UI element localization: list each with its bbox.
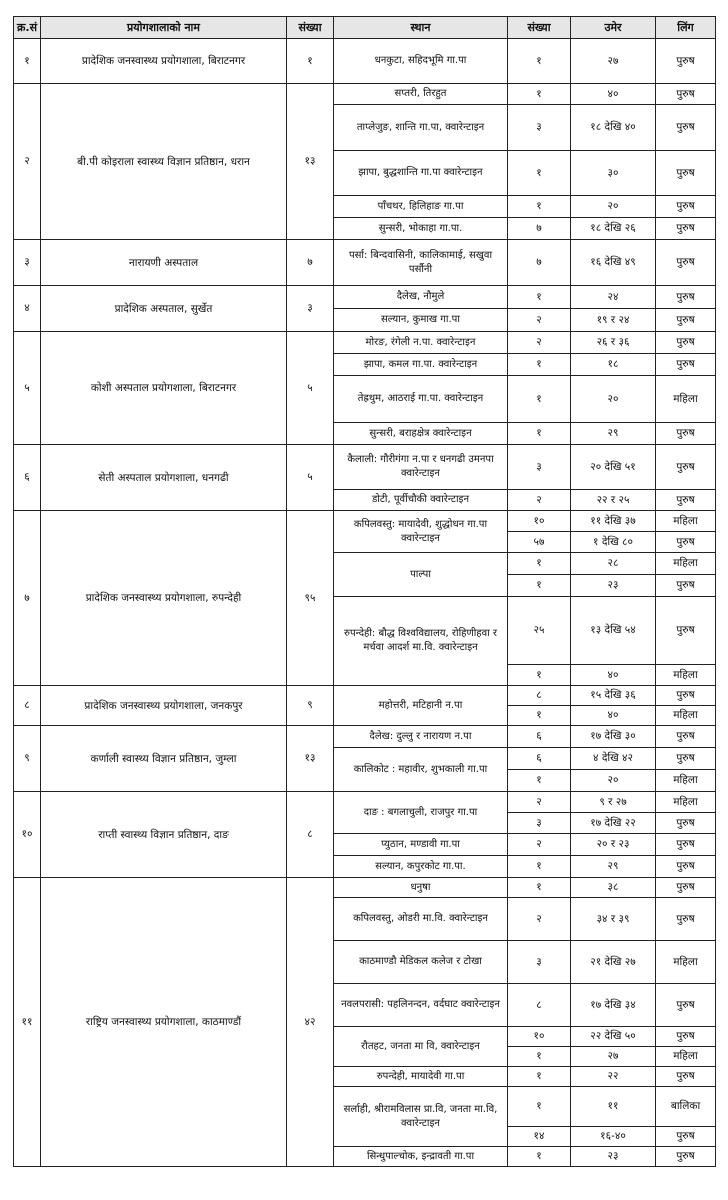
place-count-cell: १ [508, 1087, 571, 1127]
gender-cell: महिला [656, 553, 716, 575]
gender-cell: पुरुष [656, 240, 716, 286]
gender-cell: महिला [656, 1047, 716, 1067]
gender-cell: पुरुष [656, 423, 716, 445]
place-cell: पाल्पा [334, 553, 508, 597]
serial-cell: ६ [14, 445, 41, 511]
serial-cell: २ [14, 84, 41, 240]
lab-name-cell: कोशी अस्पताल प्रयोगशाला, बिराटनगर [41, 332, 287, 445]
place-count-cell: १ [508, 878, 571, 898]
place-count-cell: २ [508, 834, 571, 856]
place-cell: कपिलवस्तु: मायादेवी, शुद्धोधन गा.पा क्वारेन्टाइन [334, 511, 508, 553]
serial-cell: १ [14, 39, 41, 84]
age-cell: २७ [571, 39, 656, 84]
place-count-cell: १ [508, 354, 571, 376]
place-cell: धनकुटा, सहिदभूमि गा.पा [334, 39, 508, 84]
place-cell: झापा, बुद्धशान्ति गा.पा क्वारेन्टाइन [334, 151, 508, 196]
serial-cell: ९ [14, 726, 41, 792]
gender-cell: पुरुष [656, 151, 716, 196]
age-cell: १६-४० [571, 1127, 656, 1147]
age-cell: ४० [571, 84, 656, 105]
place-count-cell: ३ [508, 445, 571, 490]
count-cell: १३ [287, 84, 334, 240]
header-count: संख्या [287, 17, 334, 39]
place-count-cell: १ [508, 196, 571, 218]
place-count-cell: १ [508, 39, 571, 84]
gender-cell: पुरुष [656, 218, 716, 240]
place-count-cell: १ [508, 706, 571, 726]
count-cell: ५ [287, 332, 334, 445]
lab-name-cell: कर्णाली स्वास्थ्य विज्ञान प्रतिष्ठान, जुम्ला [41, 726, 287, 792]
count-cell: १३ [287, 726, 334, 792]
table-row [14, 332, 716, 354]
place-cell: दाङ : बगलाचुली, राजपुर गा.पा [334, 792, 508, 834]
header-serial: क्र.सं [14, 17, 41, 39]
table-body [14, 39, 716, 1167]
place-cell: दैलेख: दुल्लु र नारायण न.पा [334, 726, 508, 748]
table-row [14, 39, 716, 84]
header-place: स्थान [334, 17, 508, 39]
gender-cell: महिला [656, 511, 716, 532]
place-count-cell: ६ [508, 726, 571, 748]
place-cell: तेह्रथुम, आठराई गा.पा. क्वारेन्टाइन [334, 376, 508, 423]
age-cell: ४० [571, 706, 656, 726]
age-cell: ११ देखि ३७ [571, 511, 656, 532]
lab-name-cell: प्रादेशिक जनस्वास्थ्य प्रयोगशाला, जनकपुर [41, 686, 287, 726]
age-cell: ३८ [571, 878, 656, 898]
age-cell: २२ [571, 1067, 656, 1087]
age-cell: ९ र २७ [571, 792, 656, 813]
place-count-cell: १ [508, 151, 571, 196]
place-count-cell: १ [508, 575, 571, 597]
age-cell: १७ देखि २२ [571, 813, 656, 834]
header-lab-name: प्रयोगशालाको नाम [41, 17, 287, 39]
place-cell: सुन्सरी, भोकाहा गा.पा. [334, 218, 508, 240]
place-count-cell: १० [508, 511, 571, 532]
age-cell: १३ देखि ५४ [571, 597, 656, 665]
count-cell: ७ [287, 240, 334, 286]
header-age: उमेर [571, 17, 656, 39]
place-count-cell: १ [508, 665, 571, 686]
age-cell: २१ देखि २७ [571, 941, 656, 984]
lab-results-table [13, 16, 716, 1167]
age-cell: २७ [571, 1047, 656, 1067]
lab-results-document [13, 16, 715, 1167]
gender-cell: पुरुष [656, 984, 716, 1027]
gender-cell: पुरुष [656, 309, 716, 332]
place-count-cell: २ [508, 309, 571, 332]
table-row [14, 286, 716, 309]
place-cell: धनुषा [334, 878, 508, 898]
gender-cell: महिला [656, 941, 716, 984]
age-cell: ११ [571, 1087, 656, 1127]
gender-cell: पुरुष [656, 354, 716, 376]
age-cell: २६ र ३६ [571, 332, 656, 354]
place-count-cell: १ [508, 553, 571, 575]
place-cell: मोरङ, रंगेली न.पा. क्वारेन्टाइन [334, 332, 508, 354]
table-row [14, 84, 716, 105]
place-count-cell: ८ [508, 686, 571, 706]
age-cell: २० [571, 196, 656, 218]
gender-cell: महिला [656, 665, 716, 686]
place-cell: रुपन्देही: बौद्ध विश्वविद्यालय, रोहिणीहवा र मर्चवा आदर्श मा.वि. क्वारेन्टाइन [334, 597, 508, 686]
place-cell: सुन्सरी, बराहक्षेत्र क्वारेन्टाइन [334, 423, 508, 445]
age-cell: २० र २३ [571, 834, 656, 856]
gender-cell: पुरुष [656, 834, 716, 856]
place-count-cell: १ [508, 856, 571, 878]
place-cell: सर्लाही, श्रीरामविलास प्रा.वि, जनता मा.वि, क्वारेन्टाइन [334, 1087, 508, 1147]
place-cell: कालिकोट : महावीर, शुभकाली गा.पा [334, 748, 508, 792]
age-cell: २३ [571, 1147, 656, 1167]
table-row [14, 686, 716, 706]
place-cell: पर्सा: बिन्दवासिनी, कालिकामाई, सखुवा पर्सौनी [334, 240, 508, 286]
lab-name-cell: नारायणी अस्पताल [41, 240, 287, 286]
gender-cell: महिला [656, 792, 716, 813]
serial-cell: ८ [14, 686, 41, 726]
header-gender: लिंग [656, 17, 716, 39]
age-cell: १६ देखि ४९ [571, 240, 656, 286]
place-cell: सल्यान, कपुरकोट गा.पा. [334, 856, 508, 878]
gender-cell: पुरुष [656, 332, 716, 354]
place-count-cell: १० [508, 1027, 571, 1047]
place-cell: पाँचथर, हिलिहाङ गा.पा [334, 196, 508, 218]
age-cell: २९ [571, 423, 656, 445]
place-cell: रौतहट, जनता मा वि, क्वारेन्टाइन [334, 1027, 508, 1067]
gender-cell: पुरुष [656, 490, 716, 511]
place-count-cell: १ [508, 1147, 571, 1167]
place-cell: ताप्लेजुङ, शान्ति गा.पा, क्वारेन्टाइन [334, 105, 508, 151]
place-count-cell: १ [508, 1067, 571, 1087]
table-row [14, 511, 716, 532]
table-row [14, 878, 716, 898]
age-cell: २० [571, 770, 656, 792]
table-header-row [14, 17, 716, 39]
place-count-cell: १ [508, 84, 571, 105]
place-cell: प्युठान, मण्डावी गा.पा [334, 834, 508, 856]
gender-cell: पुरुष [656, 1027, 716, 1047]
lab-name-cell: राष्ट्रिय जनस्वास्थ्य प्रयोगशाला, काठमाण्डौं [41, 878, 287, 1167]
count-cell: ९५ [287, 511, 334, 686]
age-cell: १९ र २४ [571, 309, 656, 332]
age-cell: १५ देखि ३६ [571, 686, 656, 706]
place-count-cell: ८ [508, 984, 571, 1027]
place-count-cell: २ [508, 898, 571, 941]
count-cell: ४२ [287, 878, 334, 1167]
place-cell: दैलेख, नौमुले [334, 286, 508, 309]
gender-cell: पुरुष [656, 1127, 716, 1147]
place-count-cell: १ [508, 376, 571, 423]
age-cell: १८ देखि ४० [571, 105, 656, 151]
place-count-cell: २ [508, 490, 571, 511]
table-row [14, 792, 716, 813]
place-count-cell: ५७ [508, 532, 571, 553]
age-cell: १७ देखि ३० [571, 726, 656, 748]
gender-cell: पुरुष [656, 196, 716, 218]
gender-cell: पुरुष [656, 748, 716, 770]
gender-cell: पुरुष [656, 1067, 716, 1087]
count-cell: १ [287, 39, 334, 84]
place-count-cell: २ [508, 332, 571, 354]
place-cell: सिन्धुपाल्चोक, इन्द्रावती गा.पा [334, 1147, 508, 1167]
age-cell: ३० [571, 151, 656, 196]
lab-name-cell: सेती अस्पताल प्रयोगशाला, धनगढी [41, 445, 287, 511]
gender-cell: पुरुष [656, 39, 716, 84]
lab-name-cell: प्रादेशिक जनस्वास्थ्य प्रयोगशाला, रुपन्देही [41, 511, 287, 686]
place-count-cell: २ [508, 792, 571, 813]
gender-cell: पुरुष [656, 898, 716, 941]
count-cell: ३ [287, 286, 334, 332]
gender-cell: पुरुष [656, 84, 716, 105]
table-row [14, 240, 716, 286]
place-cell: महोत्तरी, मटिहानी न.पा [334, 686, 508, 726]
serial-cell: १० [14, 792, 41, 878]
count-cell: ९ [287, 686, 334, 726]
age-cell: २२ देखि ५० [571, 1027, 656, 1047]
gender-cell: बालिका [656, 1087, 716, 1127]
place-cell: काठमाण्डौ मेडिकल कलेज र टोखा [334, 941, 508, 984]
place-count-cell: ३ [508, 813, 571, 834]
place-cell: झापा, कमल गा.पा. क्वारेन्टाइन [334, 354, 508, 376]
age-cell: ४ देखि ४२ [571, 748, 656, 770]
serial-cell: ११ [14, 878, 41, 1167]
age-cell: २३ [571, 575, 656, 597]
age-cell: १८ देखि २६ [571, 218, 656, 240]
gender-cell: महिला [656, 376, 716, 423]
gender-cell: पुरुष [656, 878, 716, 898]
gender-cell: पुरुष [656, 286, 716, 309]
place-cell: सल्यान, कुमाख गा.पा [334, 309, 508, 332]
age-cell: २२ र २५ [571, 490, 656, 511]
gender-cell: महिला [656, 706, 716, 726]
lab-name-cell: बी.पी कोइराला स्वास्थ्य विज्ञान प्रतिष्ठान, धरान [41, 84, 287, 240]
header-place-count: संख्या [508, 17, 571, 39]
place-cell: रुपन्देही, मायादेवी गा.पा [334, 1067, 508, 1087]
place-count-cell: ३ [508, 941, 571, 984]
place-count-cell: ६ [508, 748, 571, 770]
table-row [14, 445, 716, 490]
age-cell: १८ [571, 354, 656, 376]
place-count-cell: १४ [508, 1127, 571, 1147]
gender-cell: पुरुष [656, 813, 716, 834]
gender-cell: पुरुष [656, 105, 716, 151]
place-count-cell: १ [508, 770, 571, 792]
serial-cell: ४ [14, 286, 41, 332]
gender-cell: पुरुष [656, 575, 716, 597]
serial-cell: ५ [14, 332, 41, 445]
lab-name-cell: राप्ती स्वास्थ्य विज्ञान प्रतिष्ठान, दाङ [41, 792, 287, 878]
age-cell: ४० [571, 665, 656, 686]
place-cell: कपिलवस्तु, ओडरी मा.वि. क्वारेन्टाइन [334, 898, 508, 941]
serial-cell: ७ [14, 511, 41, 686]
table-row [14, 726, 716, 748]
gender-cell: पुरुष [656, 856, 716, 878]
age-cell: २९ [571, 856, 656, 878]
gender-cell: पुरुष [656, 597, 716, 665]
lab-name-cell: प्रादेशिक अस्पताल, सुर्खेत [41, 286, 287, 332]
age-cell: २८ [571, 553, 656, 575]
place-count-cell: १ [508, 423, 571, 445]
age-cell: २० देखि ५१ [571, 445, 656, 490]
count-cell: ५ [287, 445, 334, 511]
gender-cell: पुरुष [656, 686, 716, 706]
age-cell: ३४ र ३९ [571, 898, 656, 941]
age-cell: २४ [571, 286, 656, 309]
place-cell: सप्तरी, तिरहुत [334, 84, 508, 105]
gender-cell: महिला [656, 770, 716, 792]
age-cell: १७ देखि ३४ [571, 984, 656, 1027]
gender-cell: पुरुष [656, 445, 716, 490]
lab-name-cell: प्रादेशिक जनस्वास्थ्य प्रयोगशाला, बिराटनगर [41, 39, 287, 84]
place-count-cell: ७ [508, 218, 571, 240]
place-cell: नवलपरासी: पहलिनन्दन, वर्दघाट क्वारेन्टाइन [334, 984, 508, 1027]
place-count-cell: १ [508, 1047, 571, 1067]
age-cell: २० [571, 376, 656, 423]
place-cell: कैलाली: गौरीगंगा न.पा र धनगढी उमनपा क्वारेन्टाइन [334, 445, 508, 490]
place-count-cell: १ [508, 286, 571, 309]
place-count-cell: ७ [508, 240, 571, 286]
serial-cell: ३ [14, 240, 41, 286]
place-count-cell: २५ [508, 597, 571, 665]
gender-cell: पुरुष [656, 1147, 716, 1167]
gender-cell: पुरुष [656, 532, 716, 553]
place-count-cell: ३ [508, 105, 571, 151]
count-cell: ८ [287, 792, 334, 878]
place-cell: डोटी, पूर्वीचौकी क्वारेन्टाइन [334, 490, 508, 511]
gender-cell: पुरुष [656, 726, 716, 748]
age-cell: १ देखि ८० [571, 532, 656, 553]
